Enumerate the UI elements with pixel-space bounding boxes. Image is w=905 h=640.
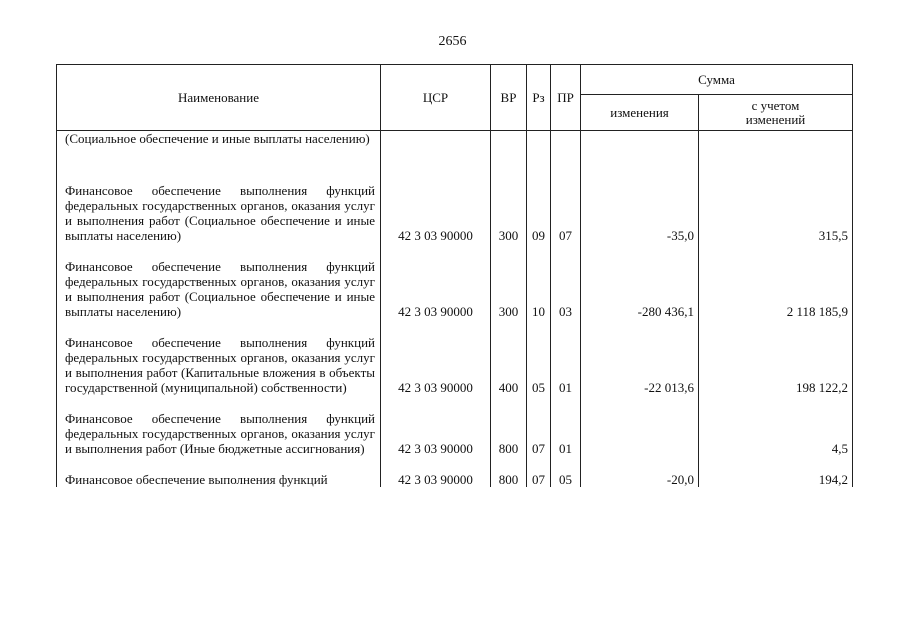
row-change: -20,0: [581, 472, 699, 487]
row-name: Финансовое обеспечение выполнения функций: [57, 472, 381, 487]
row-vr: 800: [491, 472, 527, 487]
row-rz: 07: [527, 472, 551, 487]
table-row: [57, 411, 853, 456]
row-name: Финансовое обеспечение выполнения функций федеральных государственных органов, оказания услуг и выполнения работ (Капитальные вложения в объекты государственной (муниципальной) собственности): [57, 335, 381, 395]
row-vr: [491, 131, 527, 168]
table-row: [57, 183, 853, 243]
page-number: 2656: [438, 34, 467, 49]
row-rz: 07: [527, 411, 551, 456]
row-csr: 42 3 03 90000: [381, 259, 491, 319]
row-vr: 800: [491, 411, 527, 456]
row-spacer: [57, 456, 853, 472]
header-rz: Рз: [527, 65, 551, 131]
header-with-change: с учетом изменений: [699, 95, 853, 131]
row-rz: 10: [527, 259, 551, 319]
row-rz: 05: [527, 335, 551, 395]
row-name: Финансовое обеспечение выполнения функций федеральных государственных органов, оказания услуг и выполнения работ (Иные бюджетные ассигнования): [57, 411, 381, 456]
row-spacer: [57, 243, 853, 259]
row-vr: 300: [491, 183, 527, 243]
budget-table: [56, 64, 853, 487]
header-vr: ВР: [491, 65, 527, 131]
row-change: -35,0: [581, 183, 699, 243]
row-name: Финансовое обеспечение выполнения функций федеральных государственных органов, оказания услуг и выполнения работ (Социальное обеспечение и иные выплаты населению): [57, 259, 381, 319]
row-total: 4,5: [699, 411, 853, 456]
row-spacer: [57, 167, 853, 183]
row-spacer: [57, 319, 853, 335]
header-sum: Сумма: [581, 65, 853, 95]
row-rz: 09: [527, 183, 551, 243]
header-pr: ПР: [551, 65, 581, 131]
row-pr: 03: [551, 259, 581, 319]
row-total: 194,2: [699, 472, 853, 487]
row-csr: [381, 131, 491, 168]
row-change: [581, 131, 699, 168]
row-rz: [527, 131, 551, 168]
table-row: [57, 335, 853, 395]
row-vr: 300: [491, 259, 527, 319]
row-csr: 42 3 03 90000: [381, 183, 491, 243]
row-csr: 42 3 03 90000: [381, 472, 491, 487]
row-pr: 05: [551, 472, 581, 487]
row-pr: [551, 131, 581, 168]
row-total: 198 122,2: [699, 335, 853, 395]
table-row: [57, 472, 853, 487]
row-csr: 42 3 03 90000: [381, 335, 491, 395]
table-body: [57, 131, 853, 488]
table-row: [57, 131, 853, 168]
table-row: [57, 259, 853, 319]
row-total: 2 118 185,9: [699, 259, 853, 319]
row-csr: 42 3 03 90000: [381, 411, 491, 456]
table-header: [57, 65, 853, 131]
row-pr: 01: [551, 335, 581, 395]
row-total: [699, 131, 853, 168]
row-change: -280 436,1: [581, 259, 699, 319]
row-change: [581, 411, 699, 456]
row-spacer: [57, 395, 853, 411]
header-name: Наименование: [57, 65, 381, 131]
row-name: Финансовое обеспечение выполнения функций федеральных государственных органов, оказания услуг и выполнения работ (Социальное обеспечение и иные выплаты населению): [57, 183, 381, 243]
row-total: 315,5: [699, 183, 853, 243]
row-change: -22 013,6: [581, 335, 699, 395]
row-pr: 07: [551, 183, 581, 243]
row-pr: 01: [551, 411, 581, 456]
row-name: (Социальное обеспечение и иные выплаты населению): [57, 131, 381, 168]
header-csr: ЦСР: [381, 65, 491, 131]
row-vr: 400: [491, 335, 527, 395]
header-change: изменения: [581, 95, 699, 131]
